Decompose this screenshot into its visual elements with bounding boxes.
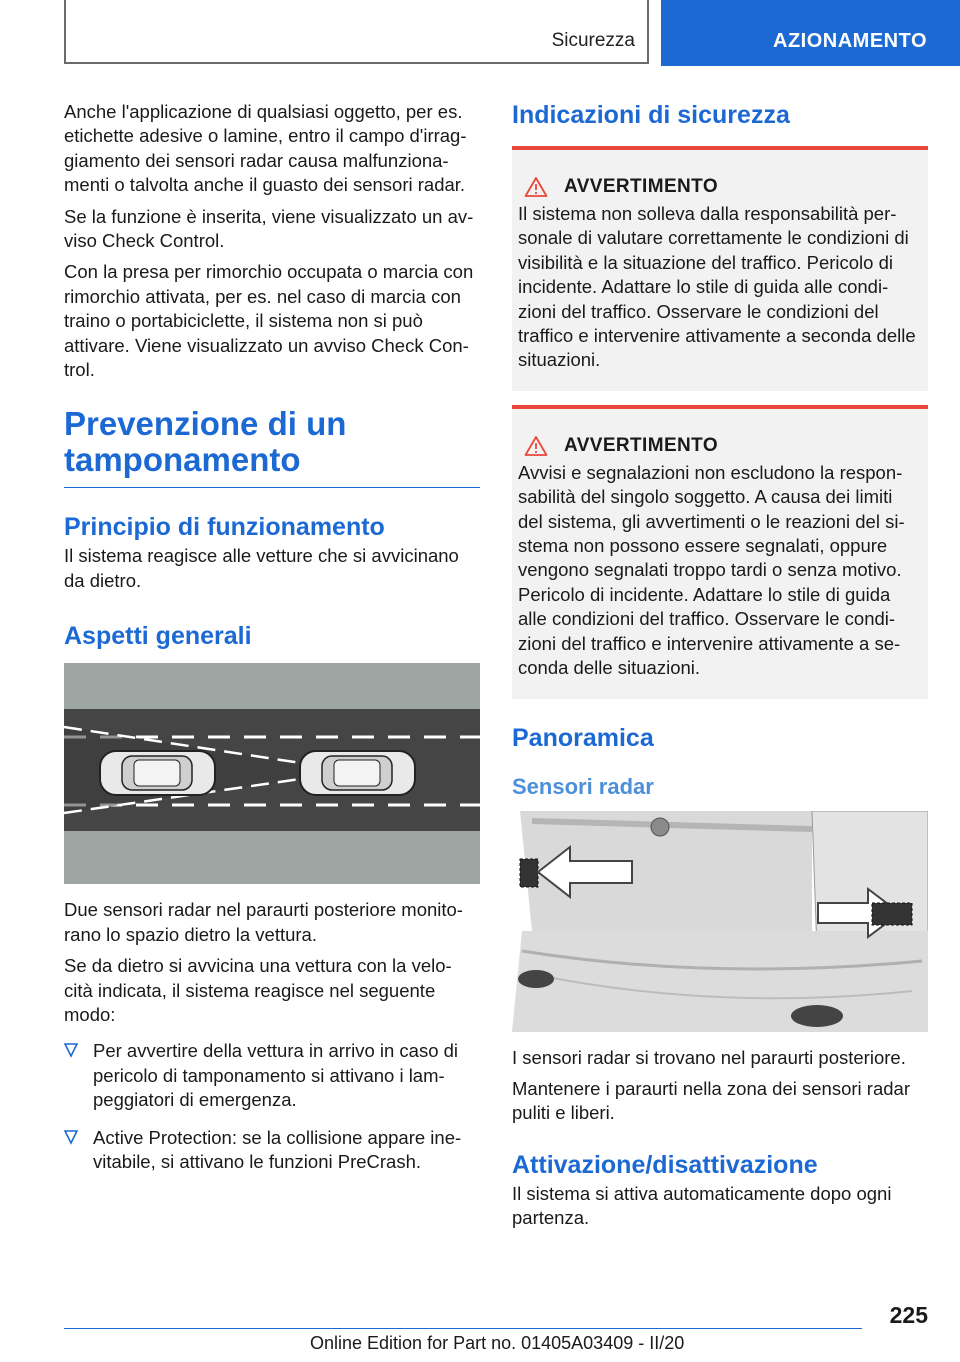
car-rear-icon bbox=[100, 751, 215, 795]
heading-overview: Panoramica bbox=[512, 723, 654, 752]
triangle-bullet-icon bbox=[64, 1129, 78, 1145]
header-section-tab bbox=[64, 0, 649, 64]
paragraph: Anche l'applicazione di qualsiasi oggetto, per es. etichette adesive o lamine, entro il campo d'irrag‐giamento dei sensori radar causa malfunziona‐menti o talvolta anche il guasto dei sensori radar. bbox=[64, 101, 467, 196]
list-item-text: Active Protection: se la collisione appare ine‐vitabile, si attivano le funzioni PreCrash. bbox=[93, 1126, 462, 1172]
rear-bumper-illustration bbox=[512, 811, 928, 1032]
paragraph: I sensori radar si trovano nel paraurti posteriore. bbox=[512, 1046, 906, 1068]
list-item bbox=[64, 1039, 480, 1112]
warning-triangle-icon bbox=[524, 176, 548, 198]
paragraph: Se da dietro si avvicina una vettura con la velo‐cità indicata, il sistema reagisce nel seguente modo: bbox=[64, 955, 452, 1025]
warning-box bbox=[512, 146, 928, 391]
warning-title: AVVERTIMENTO bbox=[564, 434, 718, 456]
header-chapter-label: AZIONAMENTO bbox=[773, 30, 928, 52]
header-chapter-tab bbox=[661, 0, 960, 66]
footer-divider bbox=[64, 1328, 862, 1329]
warning-title: AVVERTIMENTO bbox=[564, 176, 718, 197]
paragraph: Il sistema reagisce alle vetture che si avvicinano da dietro. bbox=[64, 545, 459, 591]
heading-general: Aspetti generali bbox=[64, 622, 252, 651]
paragraph: Mantenere i paraurti nella zona dei sensori radar puliti e liberi. bbox=[512, 1077, 910, 1124]
list-item bbox=[64, 1126, 480, 1175]
paragraph: Se la funzione è inserita, viene visualizzato un av‐viso Check Control. bbox=[64, 205, 474, 252]
paragraph: Il sistema si attiva automaticamente dopo ogni partenza. bbox=[512, 1182, 892, 1229]
paragraph: Con la presa per rimorchio occupata o marcia con rimorchio attivata, per es. nel caso di marcia con traino o portabiciclette, il sistema non si può attivare. Viene visualizzato un avviso Check Con‐trol. bbox=[64, 261, 474, 381]
list-item-text: Per avvertire della vettura in arrivo in caso di pericolo di tamponamento si attivano i lam‐peggiatori di emergenza. bbox=[93, 1040, 459, 1111]
header-section-label: Sicurezza bbox=[551, 30, 635, 51]
warning-triangle-icon bbox=[524, 435, 548, 457]
heading-sensors: Sensori radar bbox=[512, 773, 654, 799]
warning-text: Il sistema non solleva dalla responsabilità per‐sonale di valutare correttamente le condizioni di visibilità e la situazione del traffico. Pericolo di incidente. Adattare lo stile di guida alle condi‐zioni del traffico. Osservare le condizioni del traffico e intervenire attivamente a seconda delle situazioni. bbox=[518, 203, 916, 371]
heading-safety: Indicazioni di sicurezza bbox=[512, 101, 790, 129]
paragraph: Due sensori radar nel paraurti posteriore monito‐rano lo spazio dietro la vettura. bbox=[64, 899, 463, 945]
page-number: 225 bbox=[889, 1302, 928, 1328]
triangle-bullet-icon bbox=[64, 1042, 78, 1058]
heading-activation: Attivazione/disattivazione bbox=[512, 1150, 818, 1179]
road-illustration bbox=[64, 663, 480, 884]
warning-text: Avvisi e segnalazioni non escludono la respon‐sabilità del singolo soggetto. A causa dei limiti del sistema, gli avvertimenti o le reazioni del si‐stema non possono essere segnalati, oppure vengono segnalati troppo tardi o senza motivo. Pericolo di incidente. Adattare lo stile di guida alle condizioni del traffico. Osservare le condi‐zioni del traffico e intervenire attivamente a se‐conda delle situazioni. bbox=[518, 461, 905, 679]
section-title: Prevenzione di un tamponamento bbox=[64, 406, 480, 488]
car-front-icon bbox=[300, 751, 415, 795]
heading-principle: Principio di funzionamento bbox=[64, 513, 385, 542]
left-column bbox=[64, 100, 480, 1187]
right-column bbox=[512, 100, 928, 1238]
warning-box bbox=[512, 405, 928, 699]
footer-edition: Online Edition for Part no. 01405A03409 - II/20 bbox=[310, 1333, 685, 1353]
